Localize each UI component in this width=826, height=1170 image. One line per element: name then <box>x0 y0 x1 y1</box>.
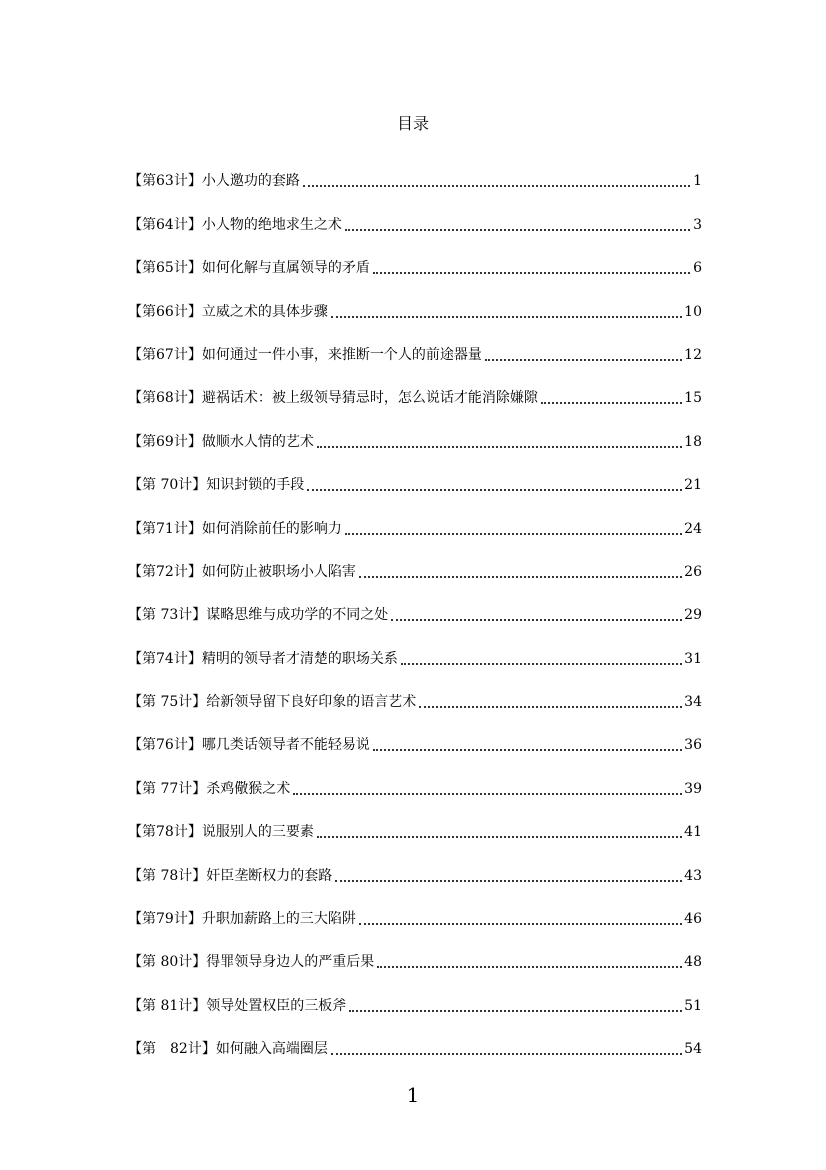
toc-entry[interactable] <box>128 976 702 1019</box>
toc-entry[interactable] <box>128 195 702 238</box>
toc-entry-label: 【第 80计】得罪领导身边人的严重后果 <box>128 954 375 971</box>
toc-entry-page: 29 <box>684 607 702 624</box>
dot-leader <box>377 966 682 968</box>
dot-leader <box>419 706 682 708</box>
dot-leader <box>317 836 682 838</box>
toc-entry-page: 26 <box>684 563 702 580</box>
dot-leader <box>359 576 682 578</box>
dot-leader <box>345 533 682 535</box>
toc-entry-label: 【第74计】精明的领导者才清楚的职场关系 <box>128 650 398 667</box>
toc-entry-label: 【第67计】如何通过一件小事，来推断一个人的前途器量 <box>128 346 482 363</box>
toc-entry[interactable] <box>128 326 702 369</box>
toc-entry-page: 48 <box>684 954 702 971</box>
toc-entry-page: 39 <box>684 780 702 797</box>
toc-entry-label: 【第72计】如何防止被职场小人陷害 <box>128 563 356 580</box>
toc-entry-page: 12 <box>684 346 702 363</box>
toc-entry[interactable] <box>128 543 702 586</box>
toc-entry[interactable] <box>128 456 702 499</box>
toc-entry-label: 【第65计】如何化解与直属领导的矛盾 <box>128 260 370 277</box>
dot-leader <box>335 880 682 882</box>
page-number: 1 <box>406 1083 420 1107</box>
dot-leader <box>485 359 682 361</box>
toc-entry-page: 46 <box>684 911 702 928</box>
toc-entry-label: 【第 75计】给新领导留下良好印象的语言艺术 <box>128 694 417 711</box>
toc-entry-label: 【第 78计】奸臣垄断权力的套路 <box>128 867 333 884</box>
toc-entry[interactable] <box>128 282 702 325</box>
toc-entry[interactable] <box>128 369 702 412</box>
dot-leader <box>391 619 682 621</box>
page-title: 目录 <box>396 114 429 133</box>
toc-entry-label: 【第69计】做顺水人情的艺术 <box>128 433 314 450</box>
toc-entry-label: 【第68计】避祸话术：被上级领导猜忌时，怎么说话才能消除嫌隙 <box>128 390 538 407</box>
dot-leader <box>373 749 682 751</box>
toc-entry[interactable] <box>128 803 702 846</box>
toc-entry[interactable] <box>128 629 702 672</box>
toc-entry[interactable] <box>128 239 702 282</box>
toc-entry-page: 51 <box>684 997 702 1014</box>
toc-entry[interactable] <box>128 933 702 976</box>
toc-entry[interactable] <box>128 673 702 716</box>
toc-entry-page: 41 <box>684 824 702 841</box>
dot-leader <box>359 923 682 925</box>
dot-leader <box>401 663 682 665</box>
toc-entry-label: 【第76计】哪几类话领导者不能轻易说 <box>128 737 370 754</box>
toc-entry-page: 6 <box>693 260 702 277</box>
toc-entry-label: 【第79计】升职加薪路上的三大陷阱 <box>128 911 356 928</box>
toc-entry-page: 24 <box>684 520 702 537</box>
toc-entry[interactable] <box>128 412 702 455</box>
dot-leader <box>541 402 682 404</box>
toc-entry-label: 【第66计】立威之术的具体步骤 <box>128 303 328 320</box>
dot-leader <box>293 793 682 795</box>
toc-entry-label: 【第78计】说服别人的三要素 <box>128 824 314 841</box>
toc-entry-page: 54 <box>684 1041 702 1058</box>
toc-entry-label: 【第64计】小人物的绝地求生之术 <box>128 216 342 233</box>
toc-entry[interactable] <box>128 152 702 195</box>
toc-entry[interactable] <box>128 1020 702 1063</box>
dot-leader <box>307 489 682 491</box>
dot-leader <box>345 229 690 231</box>
toc-entry-label: 【第 73计】谋略思维与成功学的不同之处 <box>128 607 389 624</box>
toc-entry-page: 10 <box>684 303 702 320</box>
toc-entry-page: 18 <box>684 433 702 450</box>
toc-entry[interactable] <box>128 586 702 629</box>
toc-entry[interactable] <box>128 759 702 802</box>
toc-entry-page: 15 <box>684 390 702 407</box>
toc-entry-label: 【第 70计】知识封锁的手段 <box>128 477 305 494</box>
toc-entry-page: 34 <box>684 694 702 711</box>
dot-leader <box>349 1010 682 1012</box>
toc-entry-label: 【第63计】小人邀功的套路 <box>128 173 300 190</box>
toc-entry-page: 3 <box>693 216 702 233</box>
toc-entry-page: 31 <box>684 650 702 667</box>
toc-entry-page: 21 <box>684 477 702 494</box>
dot-leader <box>331 1053 682 1055</box>
toc-entry-label: 【第71计】如何消除前任的影响力 <box>128 520 342 537</box>
table-of-contents <box>128 152 702 1063</box>
toc-entry[interactable] <box>128 890 702 933</box>
toc-entry-label: 【第 81计】领导处置权臣的三板斧 <box>128 997 347 1014</box>
toc-entry-page: 1 <box>693 173 702 190</box>
toc-entry-page: 36 <box>684 737 702 754</box>
toc-entry-label: 【第 77计】杀鸡儆猴之术 <box>128 780 291 797</box>
dot-leader <box>317 446 682 448</box>
toc-entry-label: 【第 82计】如何融入高端圈层 <box>128 1041 328 1058</box>
dot-leader <box>303 185 690 187</box>
dot-leader <box>373 272 690 274</box>
toc-entry[interactable] <box>128 716 702 759</box>
toc-entry-page: 43 <box>684 867 702 884</box>
toc-entry[interactable] <box>128 846 702 889</box>
toc-entry[interactable] <box>128 499 702 542</box>
dot-leader <box>331 316 682 318</box>
